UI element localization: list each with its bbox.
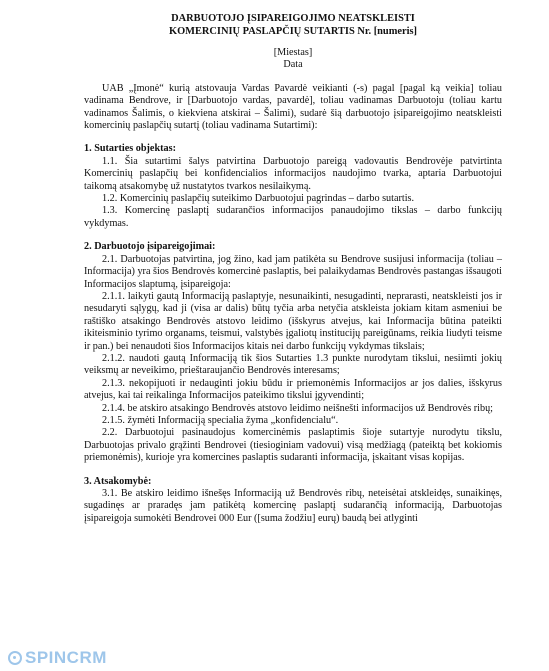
section-1-title: 1. Sutarties objektas: [84, 143, 176, 155]
clause-2-1-3: 2.1.3. nekopijuoti ir nedauginti jokiu būdu ir priemonėmis Informacijos ar jos dalies, išskyrus atvejus, kai tai reikalinga Informacijos pateikimo tikslui įgyvendinti; [84, 377, 502, 402]
clause-2-1-1: 2.1.1. laikyti gautą Informaciją paslaptyje, nesunaikinti, nesugadinti, neprarasti, neatskleisti jos ir nesudaryti sąlygų, kad ji (visa ar dalis) būtų tyčia arba netyčia atskleista jokiam kitam asmeniui be raštiško atsakingo Bendrovės atstovo leidimo (išskyrus atvejus, kai Informacija būtina pateikti ikiteisminio tyrimo organams, teismui, valstybės įgaliotų institucijų pareigūnams, reikia liudyti teisme ir pan.) bei nenaudoti šios Informacijos kitais nei darbo funkcijų vykdymas tikslais; [84, 290, 502, 352]
document-body [84, 12, 502, 525]
clause-1-1: 1.1. Šia sutartimi šalys patvirtina Darbuotojo pareigą vadovautis Bendrovėje patvirtinta Komercinių paslapčių bei konfidencialios informacijos naudojimo tvarka, aptaria Darbuotojui taikomą atsakomybę už nustatytos tvarkos nesilaikymą. [84, 155, 502, 192]
document-title-line-2: KOMERCINIŲ PASLAPČIŲ SUTARTIS Nr. [numeris] [169, 26, 417, 37]
clause-2-2: 2.2. Darbuotojui pasinaudojus komercinėmis paslaptimis šioje sutartyje nurodytu tikslu, Darbuotojas privalo grąžinti Bendrovei (tiesioginiam vadovui) visą medžiagą (pateiktą bet kokiomis priemonėmis), kurioje yra komercines paslaptis sudaranti informacija, įskaitant visas kopijas. [84, 427, 502, 464]
watermark-brand: SPINCRM [25, 647, 107, 667]
clause-1-2: 1.2. Komercinių paslapčių suteikimo Darbuotojui pagrindas – darbo sutartis. [102, 193, 415, 205]
intro-paragraph: UAB „Įmonė“ kurią atstovauja Vardas Pavardė veikianti (-s) pagal [pagal ką veikia] toliau vadinama Bendrove, ir [Darbuotojo vardas, pavardė], toliau vadinamas Darbuotoju (toliau kartu vadinamos Šalimis, o kiekviena atskirai – Šalimi), sudarė šią darbuotojo įsipareigojimo neatskleisti komercinių paslapčių sutartį (toliau vadinama Sutartimi): [84, 82, 502, 132]
spin-logo-icon [8, 651, 22, 665]
document-title-line-1: DARBUOTOJO ĮSIPAREIGOJIMO NEATSKLEISTI [171, 13, 415, 24]
spincrm-watermark [8, 647, 107, 667]
clause-3-1: 3.1. Be atskiro leidimo išnešęs Informaciją už Bendrovės ribų, neteisėtai atskleidęs, sunaikinęs, sugadinęs ar praradęs jam patikėtą komercinę paslaptį sudarančią informaciją, Darbuotojas įsipareigoja sumokėti Bendrovei 000 Eur ([suma žodžiu] eurų) baudą bei atlyginti [84, 488, 502, 524]
clause-2-1-5: 2.1.5. žymėti Informaciją specialia žyma „konfidencialu“. [102, 414, 339, 426]
place-field: [Miestas] [273, 47, 313, 58]
clause-2-1-2: 2.1.2. naudoti gautą Informaciją tik šios Sutarties 1.3 punkte nurodytam tikslui, nesiimti jokių veiksmų ar neveikimo, prieštaraujančio Bendrovės interesams; [84, 352, 502, 377]
section-2-title: 2. Darbuotojo įsipareigojimai: [84, 241, 216, 253]
clause-1-3: 1.3. Komercinę paslaptį sudarančios informacijos panaudojimo tikslas – darbo funkcijų vykdymas. [84, 205, 502, 229]
section-3-title: 3. Atsakomybė: [84, 475, 152, 487]
clause-2-1: 2.1. Darbuotojas patvirtina, jog žino, kad jam patikėta su Bendrove susijusi informacija (toliau – Informacija) yra šios Bendrovės komercinė paslaptis, bei palaikydamas Bendrovės pastangas išsaugoti Informacijos slaptumą, įsipareigoja: [84, 253, 502, 290]
date-field: Data [283, 59, 303, 71]
clause-2-1-4: 2.1.4. be atskiro atsakingo Bendrovės atstovo leidimo neišnešti informacijos už Bendrovės ribų; [102, 402, 494, 414]
